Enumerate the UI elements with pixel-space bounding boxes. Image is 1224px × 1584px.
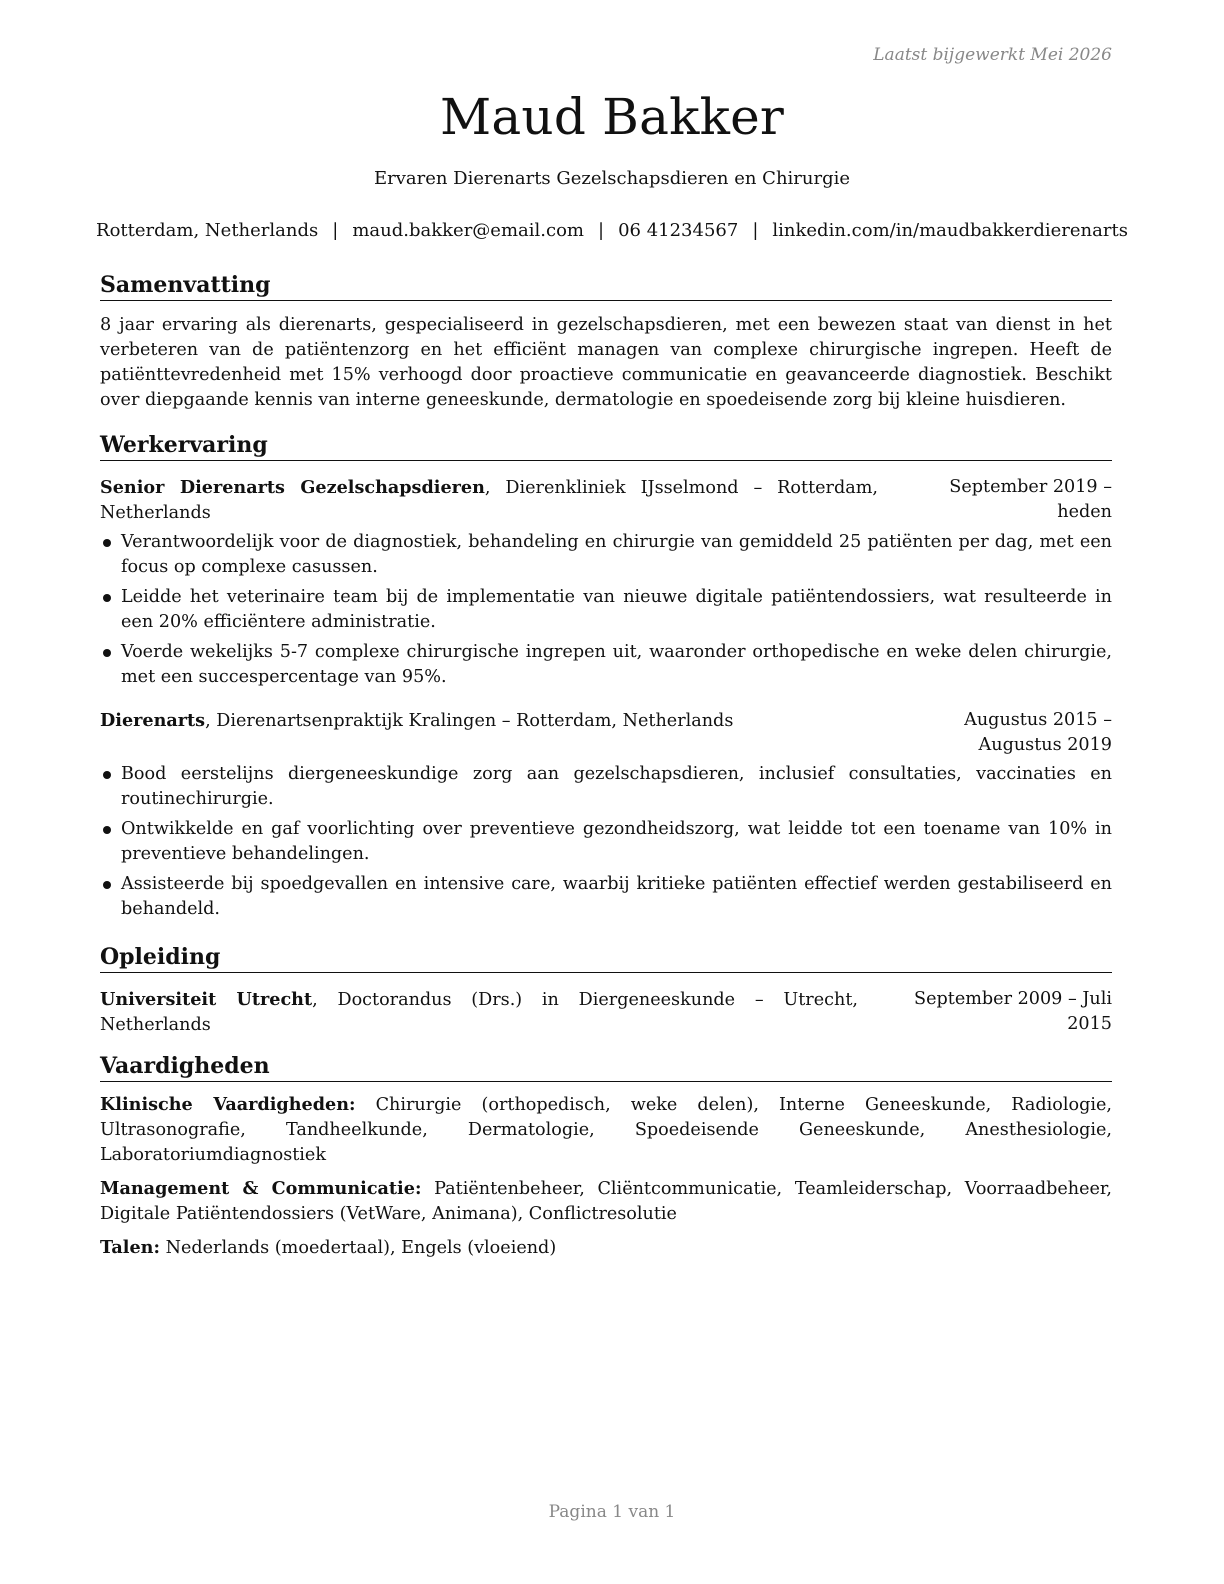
list-item: Ontwikkelde en gaf voorlichting over preventieve gezondheidszorg, wat leidde tot een toename van 10% in preventieve behandelingen.: [100, 817, 1112, 867]
list-item: Leidde het veterinaire team bij de implementatie van nieuwe digitale patiëntendossiers, wat resulteerde in een 20% efficiëntere administratie.: [100, 585, 1112, 635]
section-title-summary: Samenvatting: [100, 271, 1112, 301]
skill-value: Patiëntenbeheer, Cliëntcommunicatie, Teamleiderschap, Voorraadbeheer, Digitale Patiëntendossiers (VetWare, Animana), Conflictresolutie: [100, 1179, 1112, 1224]
job-entry: [100, 475, 1112, 690]
job-header: [100, 708, 1112, 758]
contact-line: [0, 220, 1224, 241]
skill-label: Klinische Vaardigheden:: [100, 1094, 356, 1115]
summary-section: [100, 271, 1112, 413]
job-role: Senior Dierenarts Gezelschapsdieren: [100, 477, 485, 498]
education-title-line: [100, 987, 876, 1038]
education-school: Universiteit Utrecht: [100, 989, 313, 1010]
job-title-line: [100, 475, 896, 526]
job-dates: Augustus 2015 – Augustus 2019: [964, 710, 1112, 755]
skill-group: [100, 1235, 1112, 1261]
summary-text: 8 jaar ervaring als dierenarts, gespecialiseerd in gezelschapsdieren, met een bewezen staat van dienst in het verbeteren van de patiëntenzorg en het efficiënt managen van complexe chirurgische ingrepen. Heeft de patiënttevredenheid met 15% verhoogd door proactieve communicatie en geavanceerde diagnostiek. Beschikt over diepgaande kennis van interne geneeskunde, dermatologie en spoedeisende zorg bij kleine huisdieren.: [100, 315, 1112, 410]
skill-value: Chirurgie (orthopedisch, weke delen), Interne Geneeskunde, Radiologie, Ultrasonografie, Tandheelkunde, Dermatologie, Spoedeisende Geneeskunde, Anesthesiologie, Laboratoriumdiagnostiek: [100, 1095, 1112, 1165]
education-entry: [100, 987, 1112, 1038]
section-title-education: Opleiding: [100, 943, 1112, 973]
skill-label: Talen:: [100, 1237, 160, 1258]
job-entry: [100, 708, 1112, 922]
contact-separator: |: [752, 220, 759, 241]
section-title-skills: Vaardigheden: [100, 1052, 1112, 1082]
skill-value: Nederlands (moedertaal), Engels (vloeiend): [159, 1238, 557, 1258]
last-updated: Laatst bijgewerkt Mei 2026: [873, 45, 1112, 65]
education-dates: September 2009 – Juli 2015: [914, 989, 1112, 1034]
contact-location: Rotterdam, Netherlands: [96, 220, 319, 241]
page-number: Pagina 1 van 1: [548, 1502, 676, 1522]
job-bullets: [100, 530, 1112, 690]
skills-section: [100, 1052, 1112, 1261]
skill-group: [100, 1176, 1112, 1227]
tagline: Ervaren Dierenarts Gezelschapsdieren en Chirurgie: [373, 168, 851, 189]
contact-linkedin[interactable]: linkedin.com/in/maudbakkerdierenarts: [772, 220, 1128, 241]
experience-section: [100, 431, 1112, 927]
education-section: [100, 943, 1112, 1038]
job-bullets: [100, 762, 1112, 922]
education-degree: , Doctorandus (Drs.) in Diergeneeskunde – Utrecht, Netherlands: [100, 990, 858, 1035]
list-item: Voerde wekelijks 5-7 complexe chirurgische ingrepen uit, waaronder orthopedische en weke delen chirurgie, met een succespercentage van 95%.: [100, 640, 1112, 690]
contact-email[interactable]: maud.bakker@email.com: [352, 220, 584, 241]
job-dates: September 2019 – heden: [949, 477, 1112, 522]
job-header: [100, 475, 1112, 526]
list-item: Assisteerde bij spoedgevallen en intensive care, waarbij kritieke patiënten effectief werden gestabiliseerd en behandeld.: [100, 872, 1112, 922]
job-role: Dierenarts: [100, 710, 206, 731]
job-title-line: [100, 708, 876, 758]
list-item: Verantwoordelijk voor de diagnostiek, behandeling en chirurgie van gemiddeld 25 patiënten per dag, met een focus op complexe casussen.: [100, 530, 1112, 580]
skill-group: [100, 1092, 1112, 1168]
skill-label: Management & Communicatie:: [100, 1178, 422, 1199]
candidate-name: Maud Bakker: [440, 88, 784, 146]
job-employer: , Dierenartsenpraktijk Kralingen – Rotterdam, Netherlands: [205, 711, 734, 731]
section-title-experience: Werkervaring: [100, 431, 1112, 461]
contact-phone[interactable]: 06 41234567: [618, 220, 739, 241]
contact-separator: |: [332, 220, 339, 241]
contact-separator: |: [597, 220, 605, 241]
list-item: Bood eerstelijns diergeneeskundige zorg aan gezelschapsdieren, inclusief consultaties, vaccinaties en routinechirurgie.: [100, 762, 1112, 812]
job-employer: , Dierenkliniek IJsselmond – Rotterdam, Netherlands: [100, 478, 878, 523]
